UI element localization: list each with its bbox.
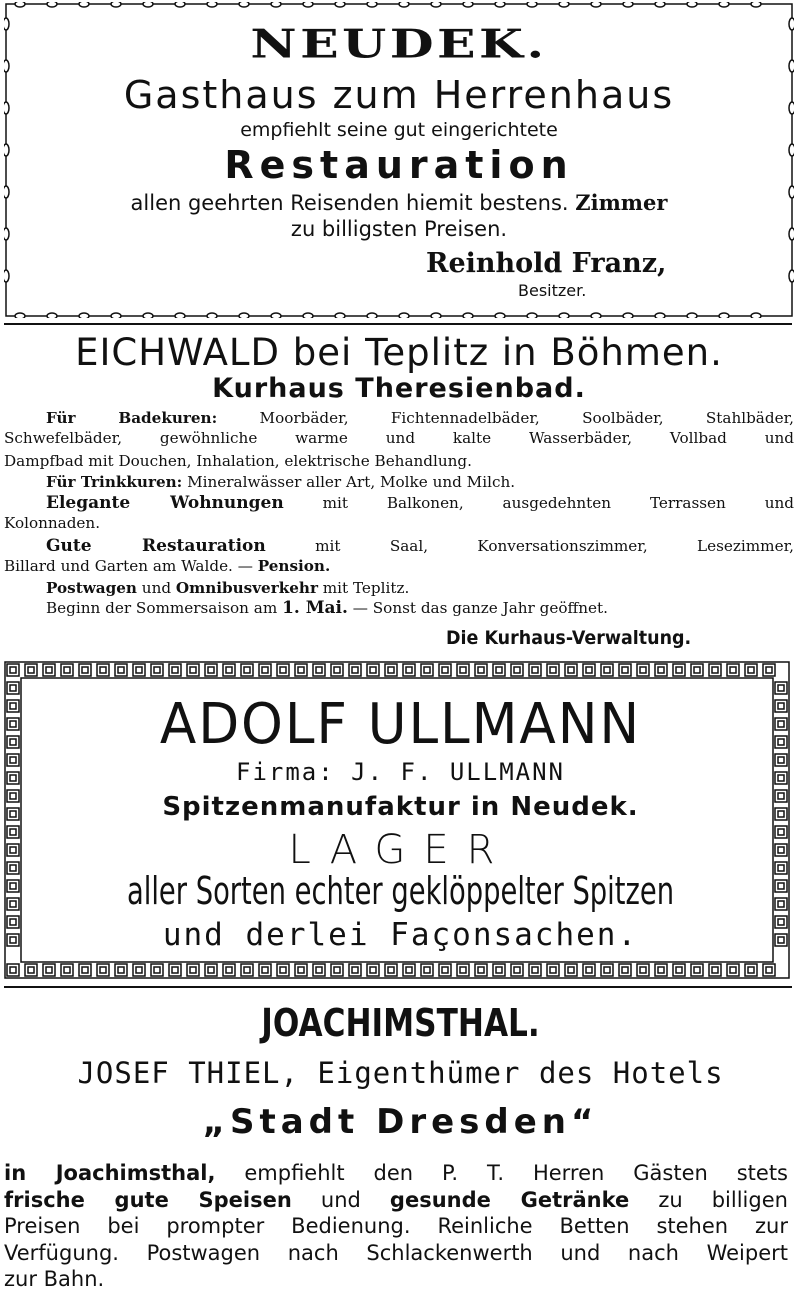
owner-title: Besitzer. bbox=[518, 281, 587, 300]
jo-line-1 bbox=[4, 1159, 788, 1187]
restauration-text: mit Saal, Konversationszimmer, Lesezimmer, bbox=[315, 537, 794, 555]
business-line: Spitzenmanufaktur in Neudek. bbox=[162, 792, 639, 822]
postwagen-text: mit Teplitz. bbox=[322, 579, 410, 597]
omnibus-label: Omnibusverkehr bbox=[175, 579, 318, 597]
restauration-line-1 bbox=[4, 536, 794, 556]
inn-name: Gasthaus zum Herrenhaus bbox=[123, 73, 675, 117]
jo-town-bold: in Joachimsthal, bbox=[4, 1161, 216, 1185]
extra-line: und derlei Façonsachen. bbox=[162, 917, 639, 953]
season-text-2: — Sonst das ganze Jahr geöffnet. bbox=[352, 599, 608, 617]
jo-und: und bbox=[320, 1188, 361, 1212]
und-text: und bbox=[141, 579, 172, 597]
jo-line-5: zur Bahn. bbox=[4, 1267, 105, 1291]
place-heading: NEUDEK. bbox=[250, 21, 548, 68]
hotel-name: „Stadt Dresden“ bbox=[202, 1102, 599, 1142]
jo-text-2: zu billigen bbox=[658, 1188, 788, 1212]
price-line: zu billigsten Preisen. bbox=[290, 217, 508, 241]
offer-text: allen geehrten Reisenden hiemit bestens. bbox=[130, 191, 569, 215]
ullmann-name: ADOLF ULLMANN bbox=[159, 692, 642, 757]
restauration-text-2: Billard und Garten am Walde. — bbox=[4, 557, 253, 575]
season-line bbox=[4, 598, 801, 618]
kurhaus-signature: Die Kurhaus-Verwaltung. bbox=[446, 627, 692, 649]
town-heading: JOACHIMSTHAL. bbox=[261, 1001, 540, 1045]
intro-text: empfiehlt seine gut eingerichtete bbox=[240, 119, 558, 141]
restauration-label: Gute Restauration bbox=[46, 536, 266, 556]
postwagen-label: Postwagen bbox=[46, 579, 137, 597]
wohnungen-label: Elegante Wohnungen bbox=[46, 493, 284, 513]
trinkkuren-line bbox=[4, 472, 801, 492]
jo-text-1: empfiehlt den P. T. Herren Gästen stets bbox=[244, 1161, 788, 1185]
season-text: Beginn der Sommersaison am bbox=[46, 599, 278, 617]
trinkkuren-text: Mineralwässer aller Art, Molke und Milch. bbox=[187, 473, 516, 491]
divider bbox=[4, 986, 792, 988]
wohnungen-line-1 bbox=[4, 493, 794, 513]
jo-drinks-bold: gesunde Getränke bbox=[389, 1188, 630, 1212]
jo-line-3: Preisen bei prompter Bedienung. Reinliche Betten stehen zur bbox=[4, 1214, 788, 1238]
badekuren-line-2: Schwefelbäder, gewöhnliche warme und kalte Wasserbäder, Vollbad und bbox=[4, 429, 794, 447]
jo-food-bold: frische gute Speisen bbox=[4, 1188, 292, 1212]
offer-line bbox=[4, 190, 794, 216]
owner-name: Reinhold Franz, bbox=[426, 248, 667, 279]
badekuren-label: Für Badekuren: bbox=[46, 409, 218, 427]
business-heading: Restauration bbox=[224, 143, 574, 187]
divider bbox=[4, 323, 792, 325]
rooms-label: Zimmer bbox=[575, 190, 668, 215]
postwagen-line bbox=[4, 578, 801, 598]
eichwald-heading: EICHWALD bei Teplitz in Böhmen. bbox=[75, 331, 723, 374]
pension-label: Pension. bbox=[257, 557, 331, 575]
wohnungen-text: mit Balkonen, ausgedehnten Terrassen und bbox=[322, 494, 794, 512]
badekuren-line-3: Dampfbad mit Douchen, Inhalation, elektrische Behandlung. bbox=[4, 452, 472, 470]
lager-heading: LAGER bbox=[288, 827, 513, 873]
goods-line: aller Sorten echter geklöppelter Spitzen bbox=[126, 869, 675, 913]
restauration-line-2 bbox=[4, 556, 794, 576]
badekuren-line-1 bbox=[4, 408, 794, 428]
badekuren-text: Moorbäder, Fichtennadelbäder, Soolbäder, Stahlbäder, bbox=[259, 409, 794, 427]
jo-line-2 bbox=[4, 1186, 788, 1214]
jo-line-4: Verfügung. Postwagen nach Schlackenwerth und nach Weipert bbox=[4, 1241, 788, 1265]
season-date: 1. Mai. bbox=[282, 598, 348, 618]
neudek-advertisement bbox=[4, 2, 794, 318]
firm-name: Firma: J. F. ULLMANN bbox=[236, 758, 565, 786]
trinkkuren-label: Für Trinkkuren: bbox=[46, 473, 183, 491]
owner-line: JOSEF THIEL, Eigenthümer des Hotels bbox=[77, 1056, 724, 1090]
wohnungen-line-2: Kolonnaden. bbox=[4, 514, 101, 532]
kurhaus-subheading: Kurhaus Theresienbad. bbox=[212, 373, 586, 404]
